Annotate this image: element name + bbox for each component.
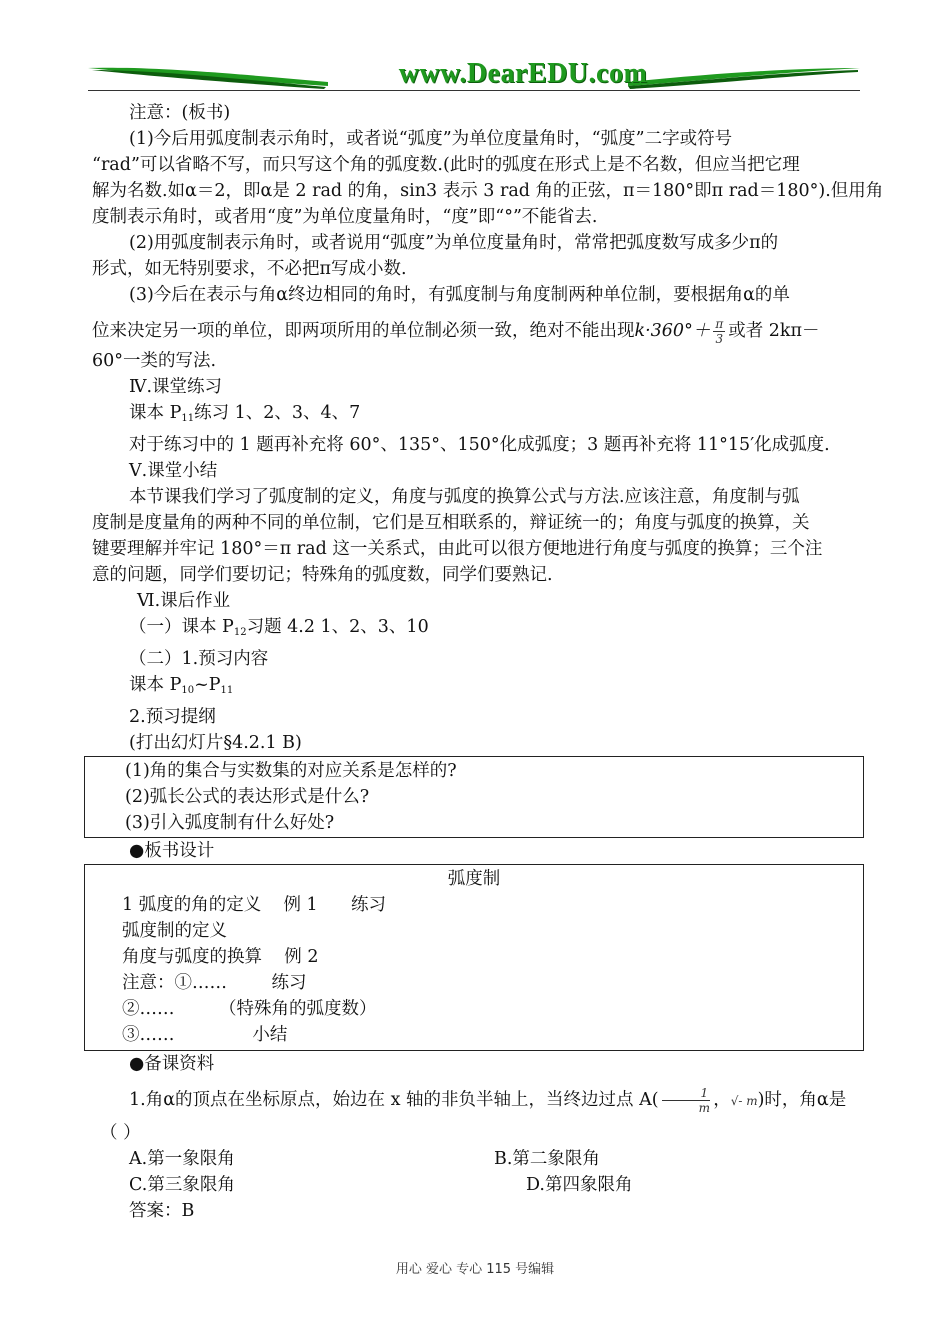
note-1-line-2: “rad”可以省略不写，而只写这个角的弧度数.(此时的弧度在形式上是不名数，但应当把它理: [92, 155, 800, 175]
note-2-line-2: 形式，如无特别要求，不必把π写成小数.: [92, 259, 407, 279]
board-row-5: ②…… （特殊角的弧度数）: [122, 999, 377, 1019]
note-3-line-3: 60°一类的写法.: [92, 351, 217, 371]
summary-line-3: 键要理解并牢记 180°＝π rad 这一关系式，由此可以很方便地进行角度与弧度的换算；三个注: [92, 539, 823, 559]
option-c: C.第三象限角: [129, 1175, 235, 1195]
board-row-1: 1 弧度的角的定义 例 1 练习: [122, 895, 387, 915]
site-header-banner: [88, 56, 860, 94]
materials-heading: ●备课资料: [129, 1054, 215, 1074]
slide-question-1: (1)角的集合与实数集的对应关系是怎样的?: [125, 761, 457, 781]
options-row-2: [92, 1172, 860, 1198]
practice-heading: Ⅳ.课堂练习: [129, 377, 223, 397]
homework-line-5: (打出幻灯片§4.2.1 B): [129, 733, 302, 753]
board-row-4: 注意：①…… 练习: [122, 973, 307, 993]
homework-heading: Ⅵ.课后作业: [137, 591, 231, 611]
option-a: A.第一象限角: [129, 1149, 235, 1169]
note-2-line-1: (2)用弧度制表示角时，或者说用“弧度”为单位度量角时，常常把弧度数写成多少π的: [129, 233, 779, 253]
option-b: B.第二象限角: [494, 1149, 600, 1169]
homework-line-2: （二）1.预习内容: [129, 649, 269, 669]
slide-question-3: (3)引入弧度制有什么好处?: [125, 813, 335, 833]
practice-line-2: 对于练习中的 1 题再补充将 60°、135°、150°化成弧度；3 题再补充将 11°15′化成弧度.: [129, 435, 830, 455]
note-1-line-3: 解为名数.如α＝2，即α是 2 rad 的角，sin3 表示 3 rad 角的正弦，π＝180°即π rad＝180°).但用角: [92, 181, 884, 201]
page-footer: 用心 爱心 专心 115 号编辑: [395, 1262, 555, 1277]
document-body: [92, 100, 884, 1224]
slide-outline-box: [84, 756, 864, 838]
site-url-logo: www.DearEDU.com: [398, 58, 648, 89]
note-3-text: 位来决定另一项的单位，即两项所用的单位制必须一致，绝对不能出现: [92, 321, 635, 341]
summary-line-4: 意的问题，同学们要切记；特殊角的弧度数，同学们要熟记.: [92, 565, 553, 585]
board-row-6: ③…… 小结: [122, 1025, 288, 1045]
sqrt-neg-m: √- m: [730, 1094, 758, 1108]
board-title: 弧度制: [447, 869, 501, 889]
header-divider: [88, 90, 860, 91]
homework-line-3: 课本 $P_{10}\sim P_{11}$: [129, 675, 234, 696]
answer-paren: （ ）: [100, 1123, 141, 1143]
one-over-m-fraction: $\frac{1}{m}$: [662, 1086, 711, 1115]
options-row-1: [92, 1146, 860, 1172]
note-1-line-4: 度制表示角时，或者用“度”为单位度量角时，“度”即“°”不能省去.: [92, 207, 598, 227]
notes-title: 注意：(板书): [129, 103, 231, 123]
answer-line: 答案：B: [129, 1201, 195, 1221]
materials-question: 1.角α的顶点在坐标原点，始边在 x 轴的非负半轴上，当终边过点 A( $\frac{1}{m}$ ，√- m)时，角α是: [129, 1086, 847, 1115]
note-1-line-1: (1)今后用弧度制表示角时，或者说“弧度”为单位度量角时，“弧度”二字或符号: [129, 129, 733, 149]
note-3-formula: k·360°＋: [634, 321, 711, 341]
board-row-2: 弧度制的定义: [122, 921, 227, 941]
note-3-line-2: [92, 316, 860, 346]
homework-line-1: （一）课本 $P_{12}$习题 4.2 1、2、3、10: [129, 617, 429, 638]
board-row-3: 角度与弧度的换算 例 2: [122, 947, 319, 967]
homework-line-4: 2.预习提纲: [129, 707, 216, 727]
option-d: D.第四象限角: [526, 1175, 633, 1195]
note-3-line-1: (3)今后在表示与角α终边相同的角时，有弧度制与角度制两种单位制，要根据角α的单: [129, 285, 790, 305]
board-design-heading: ●板书设计: [129, 841, 215, 861]
note-3-formula-2: 或者 2kπ－: [728, 321, 820, 341]
summary-heading: Ⅴ.课堂小结: [129, 461, 218, 481]
slide-question-2: (2)弧长公式的表达形式是什么?: [125, 787, 370, 807]
pi-over-3-fraction: $\frac{\pi}{3}$: [715, 317, 724, 346]
summary-line-2: 度制是度量角的两种不同的单位制，它们是互相联系的，辩证统一的；角度与弧度的换算，关: [92, 513, 810, 533]
summary-line-1: 本节课我们学习了弧度制的定义，角度与弧度的换算公式与方法.应该注意，角度制与弧: [129, 487, 800, 507]
board-design-box: [84, 864, 864, 1051]
practice-line-1: 课本 $P_{11}$练习 1、2、3、4、7: [129, 403, 361, 424]
